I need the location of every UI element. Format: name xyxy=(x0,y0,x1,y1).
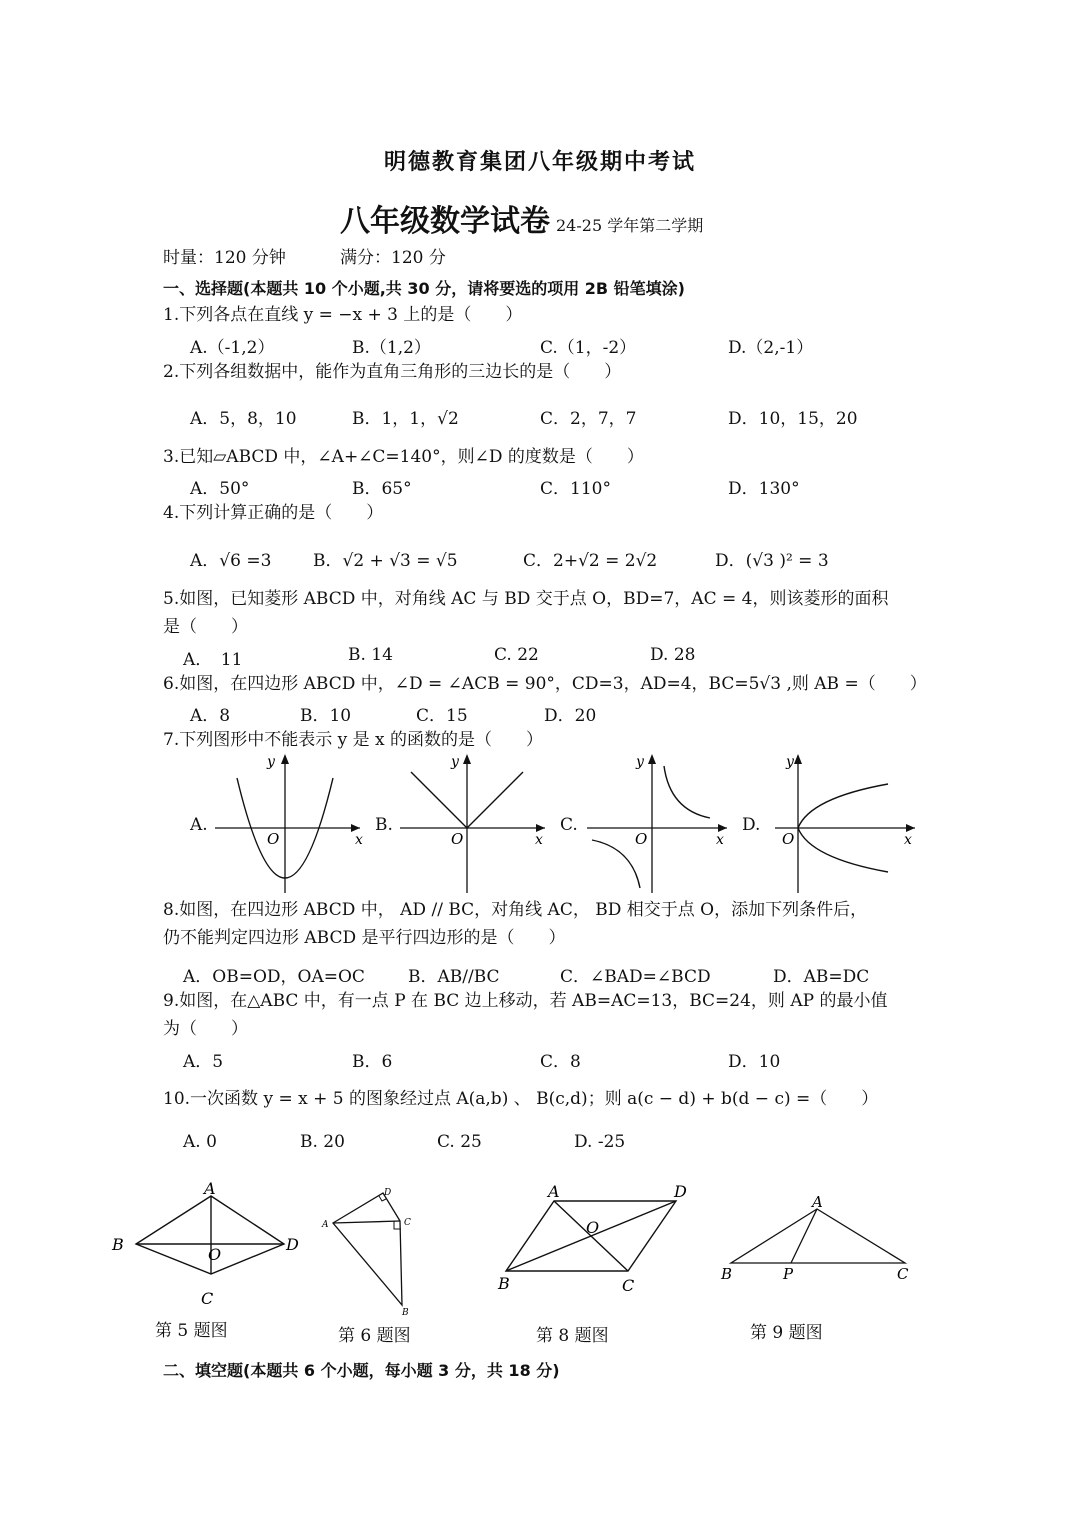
q4-stem: 4.下列计算正确的是（ ） xyxy=(163,503,384,523)
q8-option-b: B．AB//BC xyxy=(408,967,500,987)
q7-graph-b xyxy=(395,748,550,898)
q7-option-d: D. xyxy=(742,815,761,835)
term-label: 24-25 学年第二学期 xyxy=(556,216,704,235)
q2-stem: 2.下列各组数据中，能作为直角三角形的三边长的是（ ） xyxy=(163,362,622,382)
fig6-label-d: D xyxy=(384,1188,392,1198)
q7-graph-c xyxy=(582,748,732,898)
q7-option-c: C. xyxy=(560,815,578,835)
q2-option-c: C．2，7，7 xyxy=(540,409,637,429)
q1-option-d: D.（2,-1） xyxy=(728,338,814,358)
q3-option-c: C．110° xyxy=(540,479,611,499)
q4-option-a: A．√6 =3 xyxy=(190,551,272,571)
fig9-label-c: C xyxy=(897,1265,909,1283)
q8-option-d: D．AB=DC xyxy=(773,967,870,987)
full-score: 满分：120 分 xyxy=(340,248,446,268)
fig8-label-c: C xyxy=(622,1276,635,1295)
fig8-label-a: A xyxy=(548,1183,560,1201)
paper-title xyxy=(340,196,703,240)
q7-stem: 7.下列图形中不能表示 y 是 x 的函数的是（ ） xyxy=(163,730,544,750)
figure-5-rhombus xyxy=(108,1178,308,1313)
section-2-title: 二、填空题(本题共 6 个小题，每小题 3 分，共 18 分) xyxy=(163,1361,560,1380)
q6-stem: 6.如图，在四边形 ABCD 中，∠D = ∠ACB = 90°，CD=3，AD=4，BC=5√3 ,则 AB =（ ） xyxy=(163,674,927,694)
figure-9-caption: 第 9 题图 xyxy=(750,1323,823,1343)
q9-stem-cont: 为（ ） xyxy=(163,1019,248,1039)
fig5-label-a: A xyxy=(204,1179,216,1198)
fig6-label-c: C xyxy=(404,1218,411,1228)
q7a-x-label: x xyxy=(355,832,363,848)
q10-option-a: A. 0 xyxy=(183,1132,217,1152)
q6-option-d: D．20 xyxy=(544,706,597,726)
figure-6-quadrilateral xyxy=(318,1183,428,1323)
q7b-x-label: x xyxy=(535,832,543,848)
q8-stem: 8.如图，在四边形 ABCD 中， AD // BC，对角线 AC， BD 相交于点 O，添加下列条件后， xyxy=(163,900,868,920)
fig6-label-b: B xyxy=(402,1308,409,1318)
fig9-label-p: P xyxy=(783,1265,794,1283)
q9-option-d: D．10 xyxy=(728,1052,781,1072)
q7c-y-label: y xyxy=(636,754,644,770)
q7-option-a: A. xyxy=(190,815,208,835)
q7d-x-label: x xyxy=(904,832,912,848)
q2-option-b: B．1，1，√2 xyxy=(352,409,459,429)
q10-option-d: D. -25 xyxy=(574,1132,626,1152)
q4-option-c: C．2+√2 = 2√2 xyxy=(523,551,658,571)
q5-option-b: B. 14 xyxy=(348,645,393,665)
q1-option-b: B.（1,2） xyxy=(352,338,431,358)
q10-option-b: B. 20 xyxy=(300,1132,345,1152)
q6-option-c: C．15 xyxy=(416,706,468,726)
q8-option-a: A．OB=OD，OA=OC xyxy=(183,967,365,987)
q1-option-a: A.（-1,2） xyxy=(190,338,275,358)
fig8-label-d: D xyxy=(674,1183,687,1201)
q8-option-c: C．∠BAD=∠BCD xyxy=(560,967,711,987)
q1-stem: 1.下列各点在直线 y = −x + 3 上的是（ ） xyxy=(163,305,523,325)
fig5-label-d: D xyxy=(286,1235,299,1254)
q9-option-b: B．6 xyxy=(352,1052,393,1072)
q3-option-a: A．50° xyxy=(190,479,250,499)
section-1-title: 一、选择题(本题共 10 个小题,共 30 分，请将要选的项用 2B 铅笔填涂) xyxy=(163,279,685,298)
q7b-origin-label: O xyxy=(451,830,464,848)
q6-option-a: A．8 xyxy=(190,706,231,726)
q3-option-d: D．130° xyxy=(728,479,800,499)
q5-option-a: A． 11 xyxy=(183,650,243,670)
q2-option-a: A．5，8，10 xyxy=(190,409,297,429)
q5-option-c: C. 22 xyxy=(494,645,539,665)
q10-stem: 10.一次函数 y = x + 5 的图象经过点 A(a,b) 、 B(c,d)；则 a(c − d) + b(d − c) =（ ） xyxy=(163,1089,879,1109)
fig9-label-b: B xyxy=(721,1265,733,1283)
q4-option-b: B．√2 + √3 = √5 xyxy=(313,551,458,571)
q5-option-d: D. 28 xyxy=(650,645,696,665)
fig5-label-c: C xyxy=(201,1289,214,1308)
q5-stem: 5.如图，已知菱形 ABCD 中，对角线 AC 与 BD 交于点 O，BD=7，AC = 4，则该菱形的面积 xyxy=(163,589,889,609)
q6-option-b: B．10 xyxy=(300,706,352,726)
q9-stem: 9.如图，在△ABC 中，有一点 P 在 BC 边上移动，若 AB=AC=13，BC=24，则 AP 的最小值 xyxy=(163,991,888,1011)
q7d-y-label: y xyxy=(786,754,794,770)
q8-stem-cont: 仍不能判定四边形 ABCD 是平行四边形的是（ ） xyxy=(163,928,566,948)
fig5-label-o: O xyxy=(208,1245,222,1264)
q3-option-b: B．65° xyxy=(352,479,412,499)
q1-option-c: C.（1，-2） xyxy=(540,338,637,358)
q3-stem: 3.已知▱ABCD 中，∠A+∠C=140°，则∠D 的度数是（ ） xyxy=(163,447,644,467)
q9-option-a: A．5 xyxy=(183,1052,224,1072)
school-title: 明德教育集团八年级期中考试 xyxy=(383,149,696,175)
fig6-label-a: A xyxy=(322,1220,329,1230)
q10-option-c: C. 25 xyxy=(437,1132,482,1152)
q7a-origin-label: O xyxy=(267,830,280,848)
fig9-label-a: A xyxy=(812,1193,823,1211)
figure-5-caption: 第 5 题图 xyxy=(155,1321,228,1341)
q7-option-b: B. xyxy=(375,815,393,835)
q7c-origin-label: O xyxy=(635,830,648,848)
figure-8-caption: 第 8 题图 xyxy=(536,1326,609,1346)
q5-stem-cont: 是（ ） xyxy=(163,617,248,637)
figure-9-triangle xyxy=(715,1193,925,1288)
q7b-y-label: y xyxy=(451,754,459,770)
q7d-origin-label: O xyxy=(782,830,795,848)
fig8-label-o: O xyxy=(586,1218,600,1237)
q4-option-d: D．(√3 )² = 3 xyxy=(715,551,829,571)
q7-graph-a xyxy=(205,748,365,898)
q2-option-d: D．10，15，20 xyxy=(728,409,858,429)
fig5-label-b: B xyxy=(112,1235,124,1254)
time-limit: 时量：120 分钟 xyxy=(163,248,286,268)
q7a-y-label: y xyxy=(267,754,275,770)
paper-title-text: 八年级数学试卷 xyxy=(340,204,550,239)
q7-graph-d xyxy=(770,748,920,898)
q9-option-c: C．8 xyxy=(540,1052,581,1072)
figure-6-caption: 第 6 题图 xyxy=(338,1326,411,1346)
q7c-x-label: x xyxy=(716,832,724,848)
figure-8-parallelogram xyxy=(492,1183,702,1298)
fig8-label-b: B xyxy=(498,1274,510,1293)
